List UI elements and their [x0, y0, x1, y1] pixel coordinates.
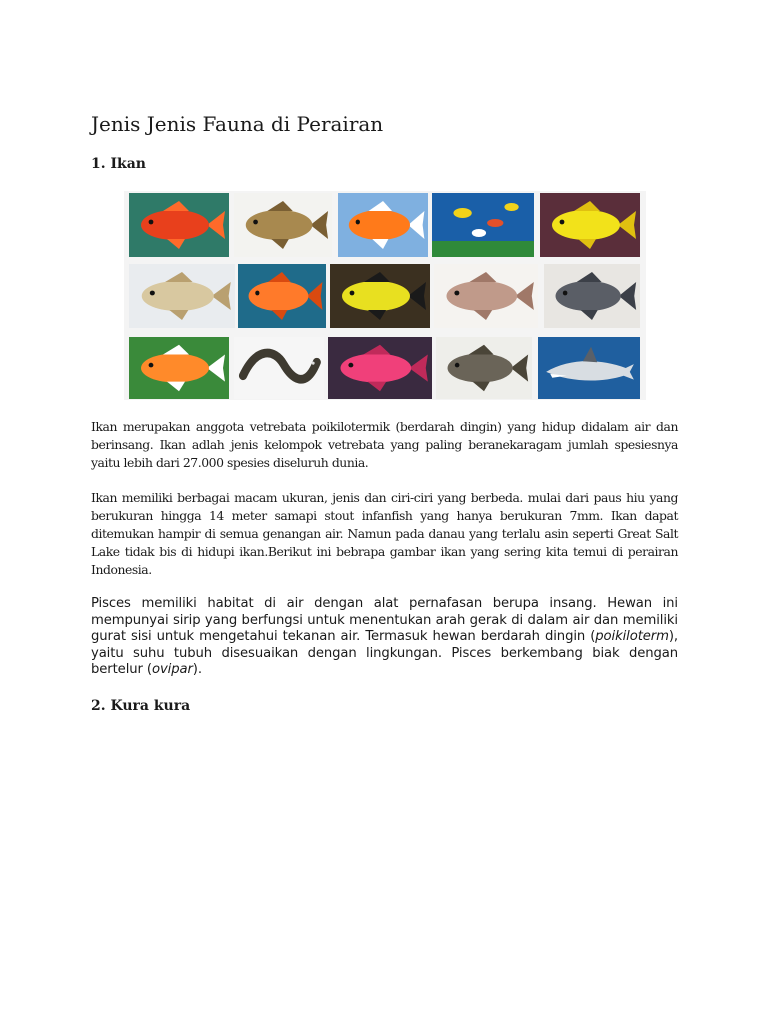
section-heading-ikan: 1. Ikan: [91, 156, 146, 172]
koi-icon: [129, 337, 229, 399]
shark-icon: [538, 337, 640, 399]
cichlid-icon: [330, 264, 430, 328]
paragraph-ikan-definition: Ikan merupakan anggota vetrebata poikilotermik (berdarah dingin) yang hidup didalam air dan berinsang. Ikan adlah jenis kelompok vetrebata yang paling beranekaragam jumlah spesiesnya yaitu lebih dari 27.000 spesies diseluruh dunia.: [91, 419, 678, 470]
paragraph-ikan-sizes: Ikan memiliki berbagai macam ukuran, jenis dan ciri-ciri yang berbeda. mulai dari paus hiu yang berukuran hingga 14 meter samapi stout infanfish yang hanya berukuran 7mm. Ikan dapat ditemukan hampir di semua genangan air. Namun pada danau yang terlalu asin seperti Great Salt Lake tidak bis di hidupi ikan.Berikut ini bebrapa gambar ikan yang sering kita temui di perairan Indonesia.: [91, 490, 678, 577]
paragraph-pisces-habitat: [91, 596, 678, 679]
tawes-icon: [544, 264, 640, 328]
pisces-text-part: Pisces memiliki habitat di air dengan alat pernafasan berupa insang. Hewan ini mempunyai sirip yang berfungsi untuk menentukan arah gerak di dalam air dan memiliki gurat sisi untuk mengetahui tekanan air. Termasuk hewan berdarah dingin (: [91, 596, 678, 645]
document-title: Jenis Jenis Fauna di Perairan: [91, 112, 384, 136]
gourami-icon: [434, 264, 538, 328]
tilapia-icon: [436, 337, 532, 399]
section-heading-kura-kura: 2. Kura kura: [91, 698, 191, 714]
ovipar-term: ovipar: [151, 662, 193, 678]
pink-flowerhorn-icon: [328, 337, 432, 399]
pisces-text-part: ), yaitu suhu tubuh disesuaikan dengan lingkungan. Pisces berkembang biak dengan bertelur (: [91, 629, 678, 678]
eel-icon: [234, 337, 324, 399]
goldfish-icon: [129, 193, 229, 257]
flowerhorn-icon: [238, 264, 326, 328]
poikiloterm-term: poikiloterm: [595, 629, 669, 645]
ryukin-goldfish-icon: [338, 193, 428, 257]
reef-fish-icon: [432, 193, 534, 257]
carp-icon: [234, 193, 332, 257]
fish-image-collage: [124, 191, 646, 400]
pisces-text-part: ).: [192, 662, 202, 678]
arowana-icon: [129, 264, 235, 328]
yellow-tang-icon: [540, 193, 640, 257]
